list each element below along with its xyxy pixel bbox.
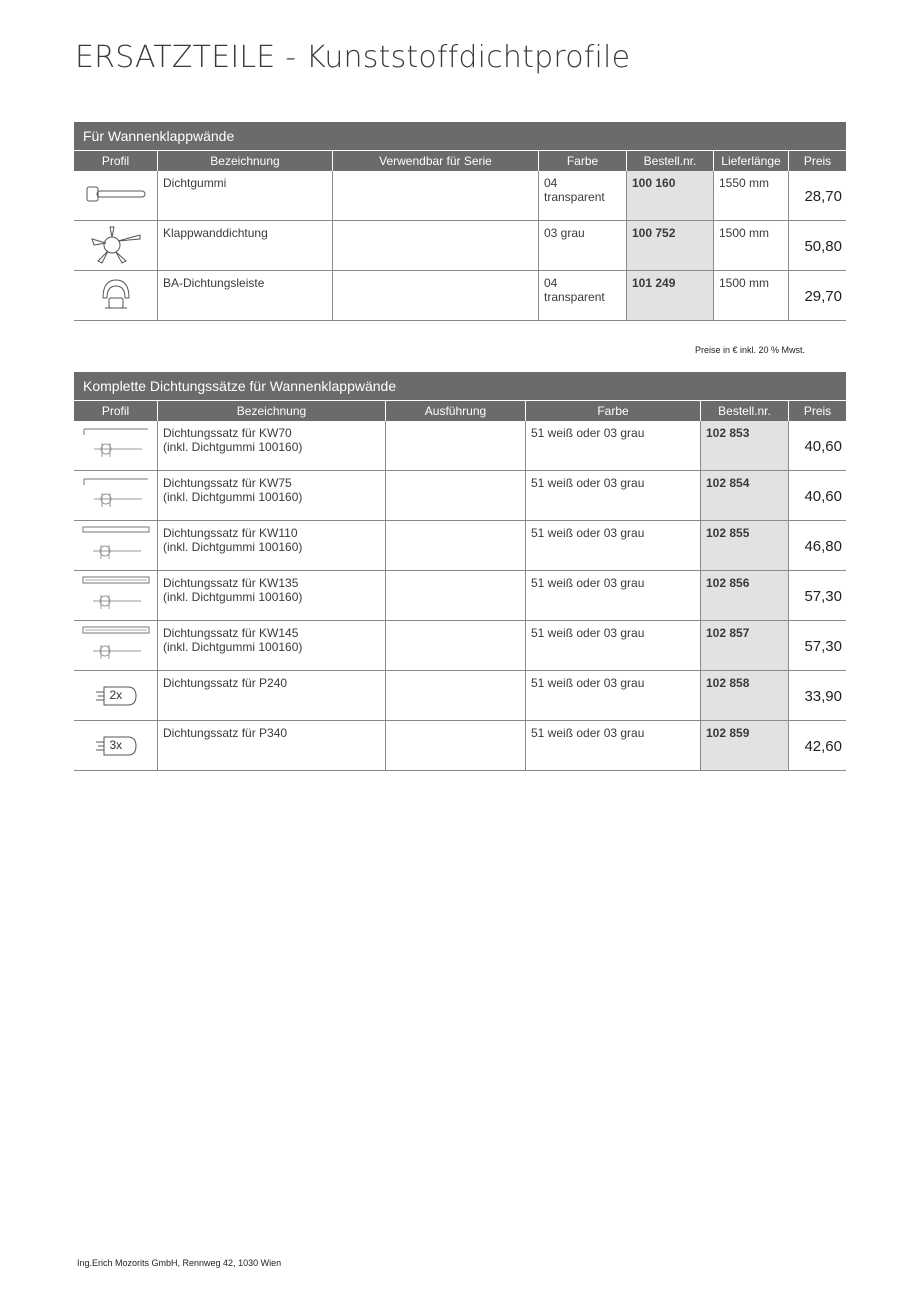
name-cell: Klappwanddichtung: [158, 221, 333, 270]
color-cell: 51 weiß oder 03 grau: [526, 421, 701, 470]
name-cell: [158, 471, 386, 520]
serie-cell: [333, 221, 539, 270]
footer-address: Ing.Erich Mozorits GmbH, Rennweg 42, 1030 Wien: [77, 1258, 282, 1268]
color-cell: 51 weiß oder 03 grau: [526, 621, 701, 670]
length-cell: 1550 mm: [714, 171, 789, 220]
name-detail: (inkl. Dichtgummi 100160): [163, 540, 303, 554]
quantity-badge: 3x: [109, 737, 123, 752]
name-detail: (inkl. Dichtgummi 100160): [163, 590, 303, 604]
sealing-strip-icon: [99, 276, 133, 315]
col-header-profil: Profil: [74, 401, 158, 421]
col-header-bestellnr: Bestell.nr.: [627, 151, 714, 171]
name-text: Dichtungssatz für P240: [163, 676, 288, 690]
variant-cell: [386, 621, 526, 670]
order-number-cell: 102 859: [701, 721, 789, 770]
table-row: [74, 521, 846, 571]
name-detail: (inkl. Dichtgummi 100160): [163, 490, 303, 504]
serie-cell: [333, 171, 539, 220]
order-number-cell: 100 160: [627, 171, 714, 220]
color-cell: 51 weiß oder 03 grau: [526, 521, 701, 570]
order-number-cell: 102 855: [701, 521, 789, 570]
price-cell: 29,70: [804, 288, 842, 305]
color-cell: 03 grau: [539, 221, 627, 270]
order-number-cell: 102 856: [701, 571, 789, 620]
variant-cell: [386, 721, 526, 770]
table-header-row: [74, 151, 846, 171]
color-cell: 51 weiß oder 03 grau: [526, 671, 701, 720]
seal-kit-icon: [81, 623, 151, 668]
name-cell: [158, 621, 386, 670]
variant-cell: [386, 521, 526, 570]
col-header-bezeichnung: Bezeichnung: [158, 151, 333, 171]
table-heading: Für Wannenklappwände: [74, 122, 846, 151]
name-text: Dichtungssatz für KW70: [163, 426, 292, 440]
table-row: [74, 571, 846, 621]
profile-cell: [74, 271, 158, 320]
order-number-cell: 102 853: [701, 421, 789, 470]
profile-cell: [74, 671, 158, 720]
price-cell: 46,80: [804, 538, 842, 555]
price-cell: 33,90: [804, 688, 842, 705]
table-row: [74, 621, 846, 671]
order-number-cell: 101 249: [627, 271, 714, 320]
price-cell: 50,80: [804, 238, 842, 255]
seal-rubber-icon: [85, 185, 147, 206]
price-cell: 57,30: [804, 588, 842, 605]
order-number-cell: 102 854: [701, 471, 789, 520]
length-cell: 1500 mm: [714, 221, 789, 270]
col-header-lieferlaenge: Lieferlänge: [714, 151, 789, 171]
name-cell: [158, 671, 386, 720]
col-header-preis: Preis: [789, 151, 846, 171]
color-cell: 51 weiß oder 03 grau: [526, 721, 701, 770]
profile-cell: [74, 221, 158, 270]
profile-cell: [74, 471, 158, 520]
variant-cell: [386, 471, 526, 520]
color-cell: 04 transparent: [539, 171, 627, 220]
table-row: [74, 171, 846, 221]
table-row: [74, 421, 846, 471]
price-cell: 42,60: [804, 738, 842, 755]
order-number-cell: 100 752: [627, 221, 714, 270]
seal-kit-icon: [81, 573, 151, 618]
serie-cell: [333, 271, 539, 320]
price-note: Preise in € inkl. 20 % Mwst.: [695, 345, 806, 355]
name-cell: Dichtgummi: [158, 171, 333, 220]
color-cell: 51 weiß oder 03 grau: [526, 571, 701, 620]
seal-set-3x-icon: [94, 734, 138, 758]
name-text: Dichtungssatz für KW145: [163, 626, 299, 640]
variant-cell: [386, 421, 526, 470]
name-cell: [158, 521, 386, 570]
variant-cell: [386, 571, 526, 620]
name-detail: (inkl. Dichtgummi 100160): [163, 640, 303, 654]
col-header-profil: Profil: [74, 151, 158, 171]
col-header-ausfuehrung: Ausführung: [386, 401, 526, 421]
table-row: [74, 671, 846, 721]
name-detail: (inkl. Dichtgummi 100160): [163, 440, 303, 454]
seal-kit-icon: [81, 523, 151, 568]
table-header-row: [74, 401, 846, 421]
variant-cell: [386, 671, 526, 720]
col-header-farbe: Farbe: [539, 151, 627, 171]
kit-table: [74, 372, 846, 771]
price-cell: 40,60: [804, 438, 842, 455]
name-cell: [158, 421, 386, 470]
profile-cell: [74, 421, 158, 470]
profile-cell: [74, 621, 158, 670]
page-title: ERSATZTEILE - Kunststoffdichtprofile: [75, 40, 631, 75]
price-cell: 28,70: [804, 188, 842, 205]
seal-set-2x-icon: [94, 684, 138, 708]
name-cell: [158, 571, 386, 620]
price-cell: 40,60: [804, 488, 842, 505]
price-cell: 57,30: [804, 638, 842, 655]
order-number-cell: 102 858: [701, 671, 789, 720]
table-row: [74, 471, 846, 521]
col-header-preis: Preis: [789, 401, 846, 421]
name-text: Dichtungssatz für KW135: [163, 576, 299, 590]
table-row: [74, 721, 846, 771]
profile-cell: [74, 521, 158, 570]
col-header-bestellnr: Bestell.nr.: [701, 401, 789, 421]
table-row: [74, 221, 846, 271]
parts-table: [74, 122, 846, 321]
color-cell: 51 weiß oder 03 grau: [526, 471, 701, 520]
profile-cell: [74, 171, 158, 220]
name-cell: BA-Dichtungsleiste: [158, 271, 333, 320]
name-text: Dichtungssatz für P340: [163, 726, 288, 740]
quantity-badge: 2x: [109, 687, 123, 702]
profile-cell: [74, 721, 158, 770]
name-text: Dichtungssatz für KW110: [163, 526, 298, 540]
name-text: Dichtungssatz für KW75: [163, 476, 292, 490]
order-number-cell: 102 857: [701, 621, 789, 670]
table-heading: Komplette Dichtungssätze für Wannenklappwände: [74, 372, 846, 401]
col-header-serie: Verwendbar für Serie: [333, 151, 539, 171]
folding-seal-icon: [88, 223, 144, 268]
col-header-bezeichnung: Bezeichnung: [158, 401, 386, 421]
length-cell: 1500 mm: [714, 271, 789, 320]
seal-kit-icon: [82, 423, 150, 468]
name-cell: [158, 721, 386, 770]
profile-cell: [74, 571, 158, 620]
color-cell: 04 transparent: [539, 271, 627, 320]
table-row: [74, 271, 846, 321]
col-header-farbe: Farbe: [526, 401, 701, 421]
seal-kit-icon: [82, 473, 150, 518]
